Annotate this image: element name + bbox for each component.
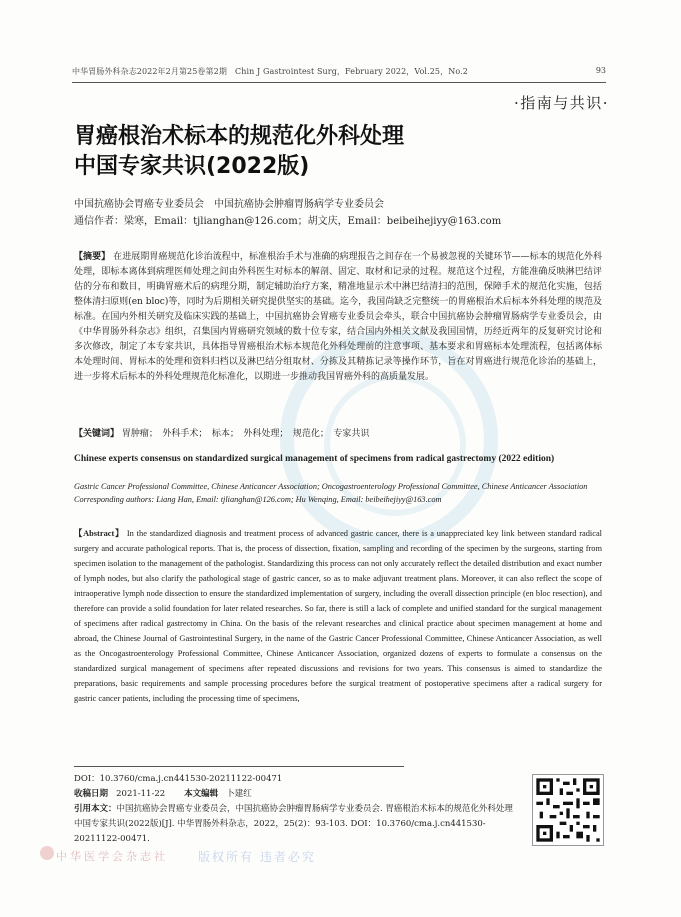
english-abstract-label: 【Abstract】: [74, 529, 125, 538]
citation-text: 中国抗癌协会胃癌专业委员会，中国抗癌协会肿瘤胃肠病学专业委员会. 胃癌根治术标本的规范化外科处理中国专家共识(2022版)[J]. 中华胃肠外科杂志，2022，25(2)：93-103. DOI：10.3760/cma.j.cn441530-20211122-00471.: [74, 804, 513, 844]
editor-label: 本文编辑: [184, 789, 219, 799]
keywords-label: 【关键词】: [74, 429, 120, 439]
abstract-label: 【摘要】: [74, 252, 111, 262]
abstract-text: 在进展期胃癌规范化诊治流程中，标准根治手术与准确的病理报告之间存在一个易被忽视的关键环节——标本的规范化外科处理，即标本离体到病理医师处理之间由外科医生对标本的解剖、固定、取材和记录的过程。规范这个过程，方能准确反映淋巴结评估的分布和数目，明确胃癌术后的病理分期，制定辅助治疗方案，精准地显示术中淋巴结清扫的范围，保障手术的规范化实施，包括整体清扫原则(en bloc)等，同时为后期相关研究提供坚实的基础。迄今，我国尚缺乏完整统一的胃癌根治术后标本外科处理的规范及标准。在国内外相关研究及临床实践的基础上，中国抗癌协会胃癌专业委员会牵头，联合中国抗癌协会肿瘤胃肠病学专业委员会，由《中华胃肠外科杂志》组织，召集国内胃癌研究领域的数十位专家，结合国内外相关文献及我国国情，历经近两年的反复研究讨论和多次修改，制定了本专家共识，具体指导胃癌根治术标本规范化外科处理前的注意事项、基本要求和胃癌标本处理流程，包括离体标本处理时间、胃标本的处理和资料归档以及淋巴结分组取材、分拣及其精拣记录等操作环节，旨在对胃癌进行规范化诊治的基础上，进一步将术后标本的外科处理规范化标准化，以期进一步推动我国胃癌外科的高质量发展。: [74, 252, 602, 382]
page-number: 93: [595, 66, 606, 75]
doi[interactable]: DOI：10.3760/cma.j.cn441530-20211122-00471: [74, 774, 283, 784]
english-title: Chinese experts consensus on standardized surgical management of specimens from radical gastrectomy (2022 edition): [74, 454, 555, 464]
received-date: 2021-11-22: [116, 789, 166, 799]
english-orgs: Gastric Cancer Professional Committee, Chinese Anticancer Association; Oncogastroenterology Professional Committee, Chinese Anticancer Association: [74, 482, 588, 491]
received-label: 收稿日期: [74, 789, 109, 799]
article-footer: [74, 772, 514, 847]
copyright-mark: 版权所有 违者必究: [198, 850, 316, 864]
citation: [74, 802, 514, 847]
title-line-1: 胃癌根治术标本的规范化外科处理: [74, 124, 405, 149]
editor-name: 卜建红: [226, 789, 252, 799]
keywords-text: 胃肿瘤； 外科手术； 标本； 外科处理； 规范化； 专家共识: [121, 429, 370, 439]
journal-header: 中华胃肠外科杂志2022年2月第25卷第2期 Chin J Gastrointest Surg，February 2022，Vol.25，No.2: [72, 67, 468, 76]
author-orgs: 中国抗癌协会胃癌专业委员会 中国抗癌协会肿瘤胃肠病学专业委员会: [74, 199, 384, 210]
received-date-row: [74, 787, 514, 802]
keywords: [74, 426, 602, 439]
citation-label: 引用本文：: [74, 804, 117, 814]
author-block: [74, 196, 501, 230]
corresponding-authors: 通信作者：梁寒，Email：tjlianghan@126.com；胡文庆，Email：beibeihejiyy@163.com: [74, 216, 502, 227]
english-author-block: [74, 481, 602, 506]
title-line-2: 中国专家共识(2022版): [74, 154, 310, 179]
qr-code-image: [533, 775, 603, 845]
english-abstract: [74, 526, 602, 706]
english-abstract-text: In the standardized diagnosis and treatment process of advanced gastric cancer, there is a unappreciated key link between standard radical surgery and accurate pathological reports. That is, the process of dissection, fixation, sampling and recording of the specimen by the surgeons, starting from specimen isolation to the management of the pathologist. Standardizing this process can not only accurately reflect the detailed distribution and exact number of lymph nodes, but also clarify the pathological stage of gastric cancer, so as to make adjuvant treatment plans. Moreover, it can also reflect the scope of intraoperative lymph node dissection to ensure the standardized implementation of surgery, including the overall dissection principle (en bloc resection), and therefore can provide a solid foundation for later related researches. So far, there is still a lack of complete and unified standard for the surgical management of specimens after radical gastrectomy in China. On the basis of the relevant researches and clinical practice about specimen management at home and abroad, the Chinese Journal of Gastrointestinal Surgery, in the name of the Gastric Cancer Professional Committee, Chinese Anticancer Association, as well as the Oncogastroenterology Professional Committee, Chinese Anticancer Association, organized dozens of experts to formulate a consensus on the standardized surgical management of specimens after repeated discussions and revisions for two years. This consensus is aimed to standardize the preparations, basic requirements and sample processing procedures before the surgical treatment of postoperative specimens after a radical surgery for gastric cancer patients, including the processing time of specimens,: [74, 529, 602, 703]
footer-rule: [74, 766, 404, 767]
article-title: [74, 122, 404, 182]
header-rule: [72, 82, 606, 83]
qr-code[interactable]: [532, 774, 604, 846]
chinese-abstract: [74, 250, 602, 385]
publisher-logo: 中华医学会杂志社: [56, 850, 168, 863]
english-corresponding: Corresponding authors: Liang Han, Email: tjlianghan@126.com; Hu Wenqing, Email: beibeihejiyy@163.com: [74, 494, 442, 504]
publisher-logo-icon: [40, 846, 54, 860]
section-label: ·指南与共识·: [513, 94, 609, 112]
